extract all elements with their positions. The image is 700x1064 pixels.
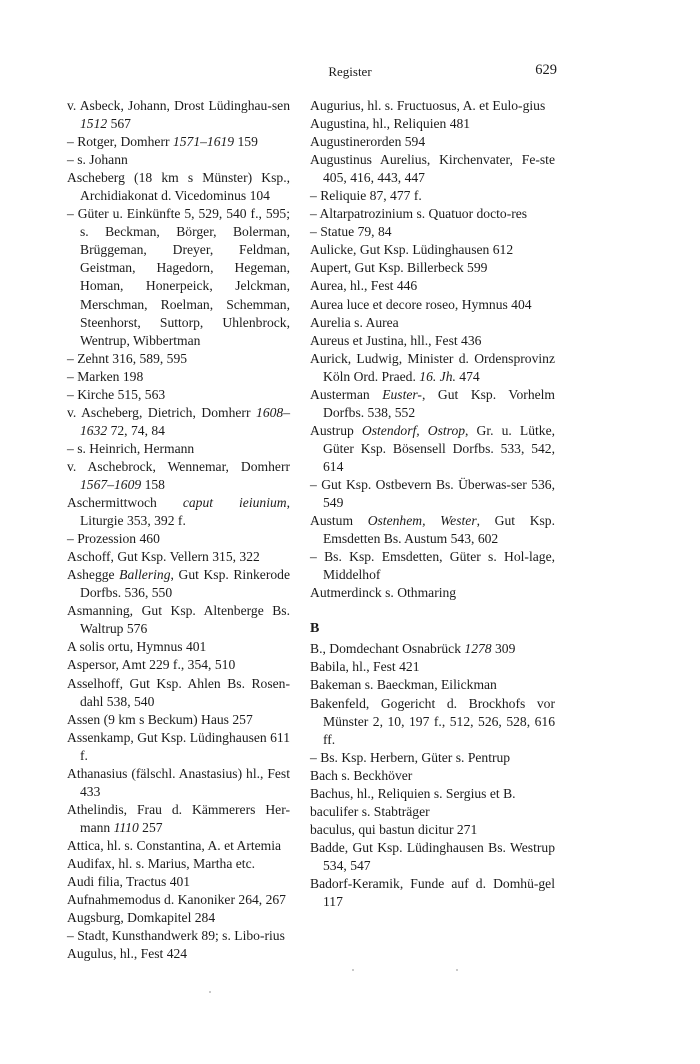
index-entry: Athanasius (fälschl. Anastasius) hl., Fest 433 <box>67 765 290 799</box>
index-entry: Audi filia, Tractus 401 <box>67 874 191 890</box>
index-entry: Augurius, hl. s. Fructuosus, A. et Eulo-gius <box>310 98 546 113</box>
index-entry: Aufnahmemodus d. Kanoniker 264, 267 <box>67 892 286 908</box>
index-entry: – Gut Ksp. Ostbevern Bs. Überwas-ser 536, 549 <box>310 476 555 511</box>
index-entry: baculifer s. Stabträger <box>310 803 430 819</box>
index-entry: Attica, hl. s. Constantina, A. et Artemia <box>67 837 282 853</box>
index-entry: Augustina, hl., Reliquien 481 <box>310 116 471 132</box>
index-entry: Austum Ostenhem, Wester, Gut Ksp. Emsdetten Bs. Austum 543, 602 <box>310 513 555 547</box>
index-entry: Austrup Ostendorf, Ostrop, Gr. u. Lütke, Güter Ksp. Bösensell Dorfbs. 533, 542, 614 <box>310 422 556 474</box>
index-entry: Asselhoff, Gut Ksp. Ahlen Bs. Rosen-dahl 538, 540 <box>67 675 290 709</box>
index-entry: – Güter u. Einkünfte 5, 529, 540 f., 595; s. Beckman, Börger, Bolerman, Brüggeman, Dreyer, Feldman, Geistman, Hagedorn, Hegeman, Homan, Honerpeick, Jelckman, Merschman, Roelman, Schemman, Steenhorst, Suttorp, Uhlenbrock, Wentrup, Wibbertman <box>67 206 290 348</box>
index-entry: A solis ortu, Hymnus 401 <box>67 639 207 655</box>
index-entry: Aschoff, Gut Ksp. Vellern 315, 322 <box>67 549 260 565</box>
index-entry: – Bs. Ksp. Emsdetten, Güter s. Hol-lage, Middelhof <box>310 549 555 583</box>
index-entry: baculus, qui bastun dicitur 271 <box>310 821 478 837</box>
index-entry: Augustinus Aurelius, Kirchenvater, Fe-ste 405, 416, 443, 447 <box>310 152 555 186</box>
scan-speck <box>209 991 211 993</box>
index-entry: Aureus et Justina, hll., Fest 436 <box>310 332 482 348</box>
index-entry: Aulicke, Gut Ksp. Lüdinghausen 612 <box>310 242 514 258</box>
index-column-right <box>310 97 555 911</box>
section-letter-heading: B <box>310 621 320 637</box>
index-entry: Aurelia s. Aurea <box>310 314 399 330</box>
page-header <box>0 62 700 82</box>
index-entry: – Stadt, Kunsthandwerk 89; s. Libo-rius <box>67 928 285 944</box>
index-entry: – s. Heinrich, Hermann <box>67 440 195 456</box>
index-entry: Athelindis, Frau d. Kämmerers Her-mann 1110 257 <box>67 801 290 835</box>
index-entry: – Altarpatrozinium s. Quatuor docto-res <box>310 206 528 222</box>
index-entry: Aupert, Gut Ksp. Billerbeck 599 <box>310 260 488 276</box>
index-entry: Audifax, hl. s. Marius, Martha etc. <box>67 855 256 871</box>
index-entry: Augsburg, Domkapitel 284 <box>67 910 216 926</box>
index-entry: Aspersor, Amt 229 f., 354, 510 <box>67 657 236 673</box>
index-entry: Assen (9 km s Beckum) Haus 257 <box>67 711 253 727</box>
index-entry: – s. Johann <box>67 152 128 168</box>
index-entry: – Zehnt 316, 589, 595 <box>67 350 188 366</box>
index-entry: Aurick, Ludwig, Minister d. Ordensprovinz Köln Ord. Praed. 16. Jh. 474 <box>310 350 555 384</box>
scan-speck <box>456 969 458 971</box>
index-entry: Aurea, hl., Fest 446 <box>310 278 418 294</box>
index-entry: v. Asbeck, Johann, Drost Lüdinghau-sen 1512 567 <box>67 98 290 132</box>
index-entry: Bakeman s. Baeckman, Eilickman <box>310 677 497 693</box>
index-entry: Bachus, hl., Reliquien s. Sergius et B. <box>310 785 516 801</box>
index-entry: Bakenfeld, Gogericht d. Brockhofs vor Münster 2, 10, 197 f., 512, 526, 528, 616 ff. <box>310 695 555 747</box>
index-entry: – Reliquie 87, 477 f. <box>310 188 422 204</box>
index-entry: Augulus, hl., Fest 424 <box>67 946 188 962</box>
page-number: 629 <box>535 62 557 78</box>
index-entry: B., Domdechant Osnabrück 1278 309 <box>310 641 516 657</box>
index-entry: – Kirche 515, 563 <box>67 386 166 402</box>
index-entry: Aschermittwoch caput ieiunium, Liturgie 353, 392 f. <box>67 495 291 529</box>
index-entry: Augustinerorden 594 <box>310 134 426 150</box>
index-entry: Badde, Gut Ksp. Lüdinghausen Bs. Westrup 534, 547 <box>310 839 555 873</box>
index-entry: v. Aschebrock, Wennemar, Domherr 1567–1609 158 <box>67 458 290 492</box>
running-head: Register <box>328 64 372 79</box>
index-entry: Babila, hl., Fest 421 <box>310 659 420 675</box>
index-entry: – Statue 79, 84 <box>310 224 392 240</box>
index-entry: Badorf-Keramik, Funde auf d. Domhü-gel 117 <box>310 875 555 910</box>
index-column-left <box>67 97 290 963</box>
index-entry: – Marken 198 <box>67 368 144 384</box>
index-entry: Bach s. Beckhöver <box>310 767 413 783</box>
index-entry: Austerman Euster-, Gut Ksp. Vorhelm Dorfbs. 538, 552 <box>310 386 555 420</box>
index-entry: Ascheberg (18 km s Münster) Ksp., Archidiakonat d. Vicedominus 104 <box>67 170 290 204</box>
index-entry: Aurea luce et decore roseo, Hymnus 404 <box>310 296 532 312</box>
scan-speck <box>352 969 354 971</box>
index-entry: Autmerdinck s. Othmaring <box>310 585 457 601</box>
index-entry: – Bs. Ksp. Herbern, Güter s. Pentrup <box>310 749 511 765</box>
index-entry: – Prozession 460 <box>67 531 160 547</box>
index-entry: Ashegge Ballering, Gut Ksp. Rinkerode Dorfbs. 536, 550 <box>67 567 290 601</box>
index-entry: – Rotger, Domherr 1571–1619 159 <box>67 134 258 150</box>
index-entry: v. Ascheberg, Dietrich, Domherr 1608–1632 72, 74, 84 <box>67 404 290 438</box>
index-entry: Asmanning, Gut Ksp. Altenberge Bs. Waltrup 576 <box>67 603 290 637</box>
index-entry: Assenkamp, Gut Ksp. Lüdinghausen 611 f. <box>67 729 291 763</box>
